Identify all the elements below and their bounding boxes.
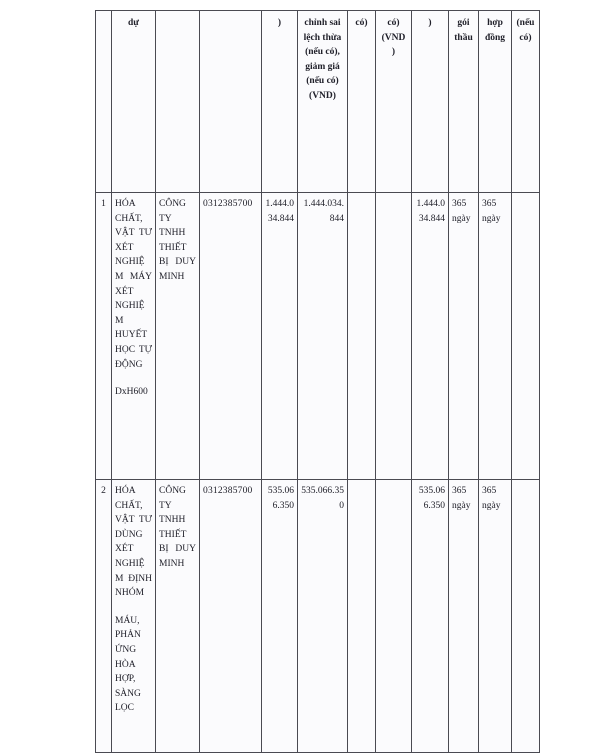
cell-tax-code: 0312385700 (200, 193, 262, 480)
cell-co-vnd (376, 480, 412, 753)
header-cell-stt (96, 11, 112, 193)
cell-neu-co (512, 193, 540, 480)
table-header-row (96, 11, 540, 193)
cell-goi-thau: 365 ngày (449, 193, 479, 480)
header-cell-goi-thau (449, 11, 479, 193)
cell-co-vnd (376, 193, 412, 480)
table-row (96, 480, 540, 753)
header-label-name: dự (128, 18, 139, 28)
item-name-line: HÓA CHẤT, VẬT TƯ XÉT NGHIỆM MÁY XÉT NGHIỆM HUYẾT HỌC TỰ ĐỘNG (115, 199, 152, 370)
cell-item-name (112, 480, 156, 753)
header-cell-co-vnd (376, 11, 412, 193)
cell-goi-thau: 365 ngày (449, 480, 479, 753)
cell-paren-value: 535.066.350 (412, 480, 449, 753)
cell-co-1 (348, 193, 376, 480)
award-results-table (95, 10, 540, 753)
cell-contractor: CÔNG TY TNHH THIẾT BỊ DUY MINH (156, 193, 200, 480)
header-label-hop-dong: hợp đồng (484, 18, 506, 43)
header-cell-firm (156, 11, 200, 193)
cell-hop-dong: 365 ngày (479, 480, 512, 753)
header-label-neu-co: (nếu có) (516, 18, 535, 43)
header-cell-co-1 (348, 11, 376, 193)
cell-price-1: 1.444.034.844 (262, 193, 298, 480)
cell-price-1: 535.066.350 (262, 480, 298, 753)
header-cell-tax-code (200, 11, 262, 193)
cell-contractor: CÔNG TY TNHH THIẾT BỊ DUY MINH (156, 480, 200, 753)
cell-adjustment: 535.066.350 (298, 480, 348, 753)
cell-neu-co (512, 480, 540, 753)
cell-stt: 2 (96, 480, 112, 753)
cell-co-1 (348, 480, 376, 753)
cell-paren-value: 1.444.034.844 (412, 193, 449, 480)
table-row (96, 193, 540, 480)
item-name-line: MÁU, PHẢN ỨNG HÒA HỢP, SÀNG LỌC (115, 615, 141, 714)
header-cell-neu-co (512, 11, 540, 193)
item-name-line: DxH600 (115, 387, 148, 398)
header-label-co-vnd: có) (VND ) (381, 18, 406, 58)
header-cell-price-1 (262, 11, 298, 193)
header-label-paren: ) (428, 18, 432, 28)
header-cell-paren (412, 11, 449, 193)
cell-hop-dong: 365 ngày (479, 193, 512, 480)
cell-stt: 1 (96, 193, 112, 480)
header-label-price-1: ) (277, 18, 282, 28)
header-cell-hop-dong (479, 11, 512, 193)
cell-item-name (112, 193, 156, 480)
item-name-line: HÓA CHẤT, VẬT TƯ DÙNG XÉT NGHIỆM ĐỊNH NHÓM (115, 486, 152, 599)
header-label-adjustment: chỉnh sai lệch thừa (nếu có), giảm giá (nếu có) (VND) (303, 18, 342, 101)
award-results-table-container (95, 10, 539, 753)
header-label-co-1: có) (355, 18, 368, 28)
header-cell-adjustment (298, 11, 348, 193)
cell-adjustment: 1.444.034.844 (298, 193, 348, 480)
header-label-goi-thau: gói thầu (454, 18, 473, 43)
header-cell-name (112, 11, 156, 193)
cell-tax-code: 0312385700 (200, 480, 262, 753)
